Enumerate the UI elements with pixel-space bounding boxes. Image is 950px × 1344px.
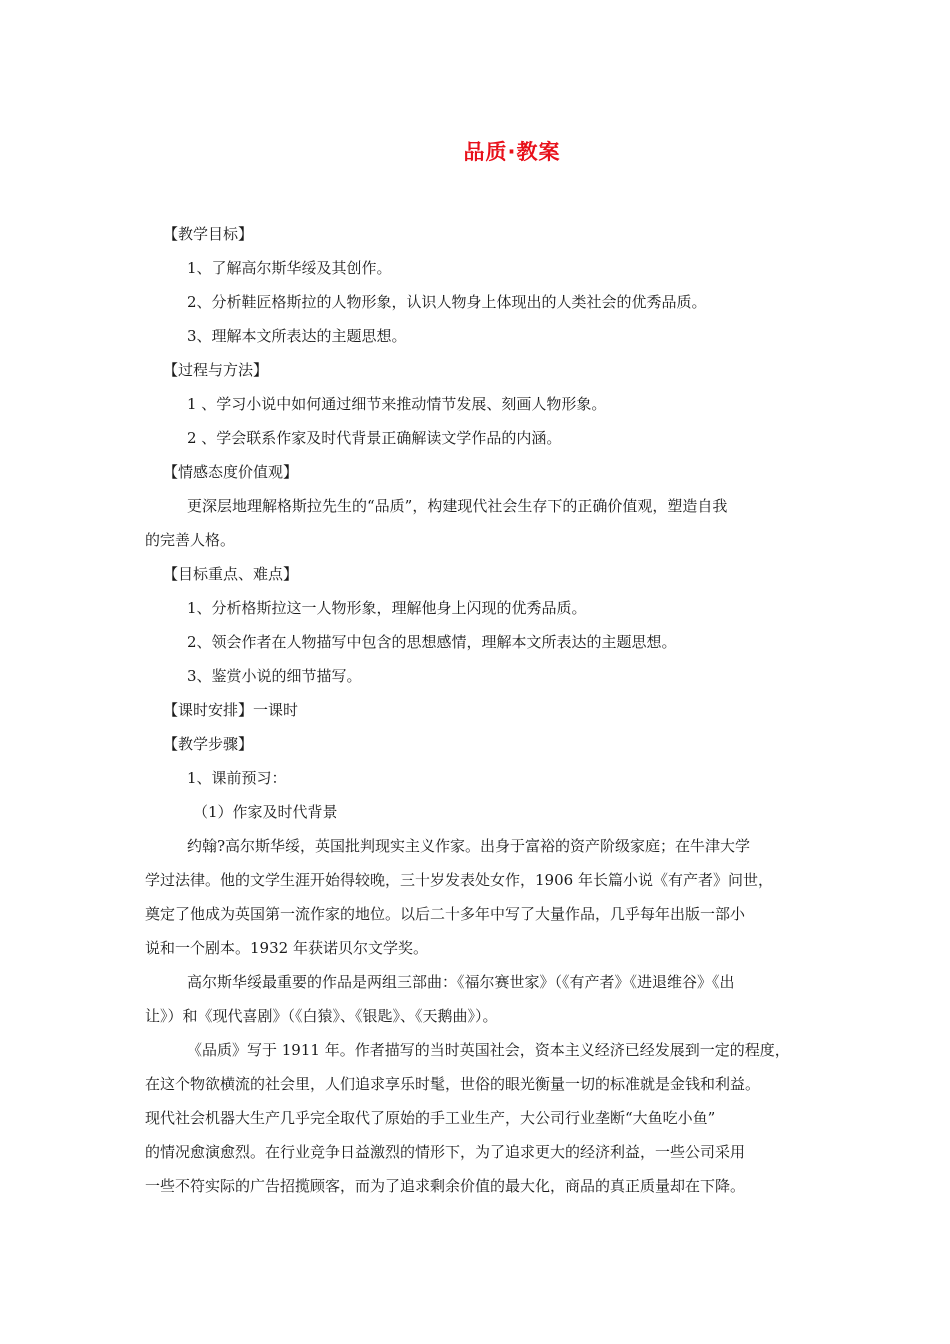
bio-text-line: 学过法律。他的文学生涯开始得较晚，三十岁发表处女作，1906 年长篇小说《有产者》问世， <box>145 871 773 889</box>
focus-item: 1、分析格斯拉这一人物形象，理解他身上闪现的优秀品质。 <box>187 599 587 617</box>
goal-item: 3、理解本文所表达的主题思想。 <box>187 327 407 345</box>
document-title: 品质·教案 <box>463 140 561 164</box>
process-item: 2 、学会联系作家及时代背景正确解读文学作品的内涵。 <box>187 429 562 447</box>
context-text-line: 的情况愈演愈烈。在行业竞争日益激烈的情形下，为了追求更大的经济利益，一些公司采用 <box>145 1143 746 1161</box>
context-text-line: 在这个物欲横流的社会里，人们追求享乐时髦，世俗的眼光衡量一切的标准就是金钱和利益。 <box>145 1075 761 1093</box>
works-text-line: 让》）和《现代喜剧》（《白猿》、《银匙》、《天鹅曲》）。 <box>145 1007 498 1025</box>
context-text-line: 一些不符实际的广告招揽顾客，而为了追求剩余价值的最大化，商品的真正质量却在下降。 <box>145 1177 746 1195</box>
focus-item: 3、鉴赏小说的细节描写。 <box>187 667 362 685</box>
focus-item: 2、领会作者在人物描写中包含的思想感情，理解本文所表达的主题思想。 <box>187 633 677 651</box>
bio-text-line: 奠定了他成为英国第一流作家的地位。以后二十多年中写了大量作品，几乎每年出版一部小 <box>145 905 746 923</box>
bio-text-line: 说和一个剧本。1932 年获诺贝尔文学奖。 <box>145 939 428 957</box>
goal-item: 1、了解高尔斯华绥及其创作。 <box>187 259 392 277</box>
section-heading-goals: 【教学目标】 <box>163 225 254 243</box>
section-heading-focus: 【目标重点、难点】 <box>163 565 299 583</box>
section-heading-steps: 【教学步骤】 <box>163 735 254 753</box>
step-subheading: （1）作家及时代背景 <box>193 803 338 821</box>
context-text-line: 现代社会机器大生产几乎完全取代了原始的手工业生产，大公司行业垄断“大鱼吃小鱼” <box>145 1109 716 1127</box>
works-text-line: 高尔斯华绥最重要的作品是两组三部曲：《福尔赛世家》（《有产者》《进退维谷》《出 <box>187 973 735 991</box>
section-heading-process: 【过程与方法】 <box>163 361 269 379</box>
goal-item: 2、分析鞋匠格斯拉的人物形象，认识人物身上体现出的人类社会的优秀品质。 <box>187 293 707 311</box>
bio-text-line: 约翰?高尔斯华绥，英国批判现实主义作家。出身于富裕的资产阶级家庭；在牛津大学 <box>187 837 751 855</box>
emotion-text-line: 更深层地理解格斯拉先生的“品质”，构建现代社会生存下的正确价值观，塑造自我 <box>187 497 728 515</box>
context-text-line: 《品质》写于 1911 年。作者描写的当时英国社会，资本主义经济已经发展到一定的程度， <box>187 1041 790 1059</box>
step-item: 1、课前预习： <box>187 769 287 787</box>
section-heading-schedule: 【课时安排】一课时 <box>163 701 299 719</box>
process-item: 1 、学习小说中如何通过细节来推动情节发展、刻画人物形象。 <box>187 395 607 413</box>
section-heading-emotion: 【情感态度价值观】 <box>163 463 299 481</box>
document-body <box>145 217 813 1203</box>
emotion-text-line: 的完善人格。 <box>145 531 236 549</box>
